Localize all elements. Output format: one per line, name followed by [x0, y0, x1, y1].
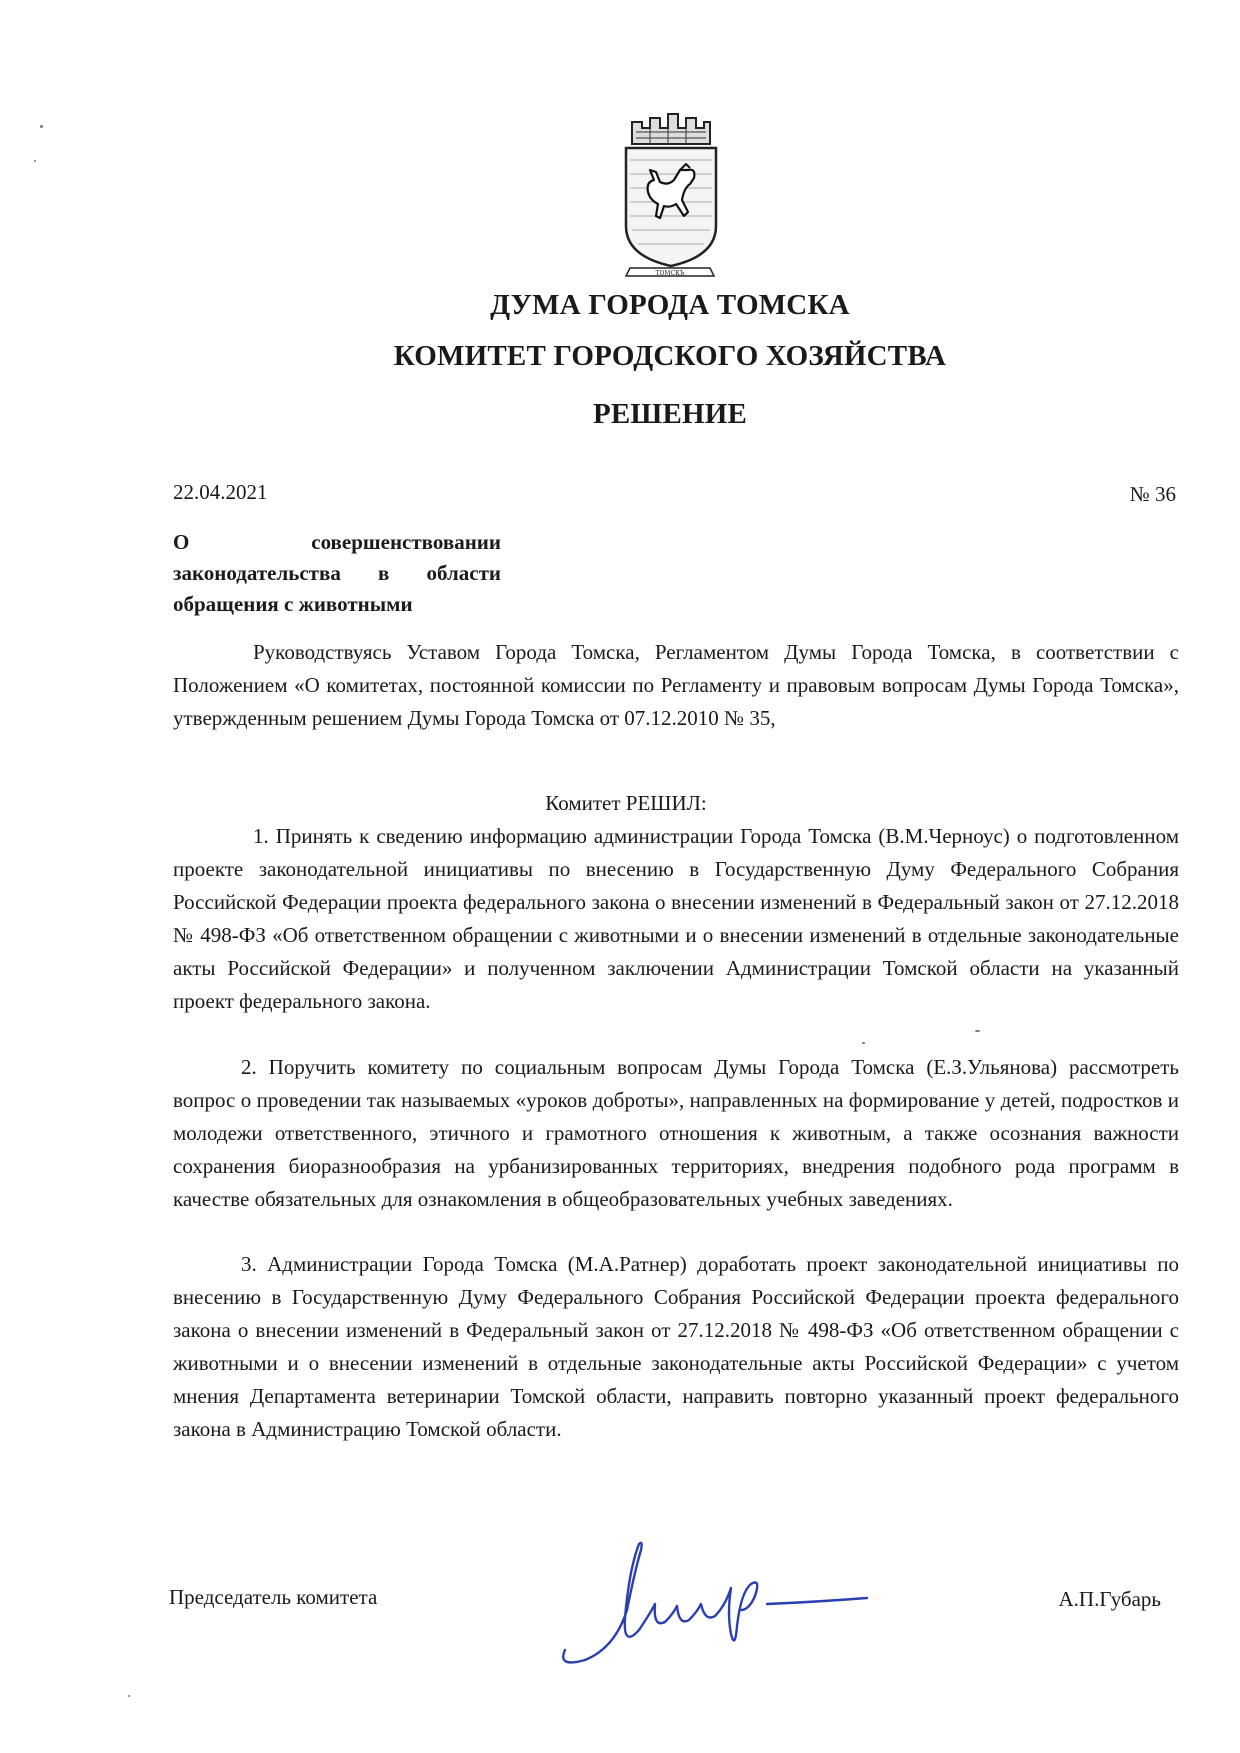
scan-speck: [975, 1030, 980, 1032]
item-3: 3. Администрации Города Томска (М.А.Ратнер) доработать проект законодательной инициативы по внесению в Государственную Думу Федерального Собрания Российской Федерации проекта федерального закона о внесении изменений в Федеральный закон от 27.12.2018 № 498-ФЗ «Об ответственном обращении с животными и о внесении изменений в отдельные законодательные акты Российской Федерации» с учетом мнения Департамента ветеринарии Томской области, направить повторно указанный проект федерального закона в Администрацию Томской области.: [173, 1252, 1179, 1441]
handwritten-signature: [555, 1530, 885, 1670]
scan-speck: [40, 125, 43, 128]
resolved-heading: Комитет РЕШИЛ:: [545, 791, 707, 815]
scan-speck: [128, 1695, 130, 1697]
tomsk-coat-of-arms-icon: [610, 108, 728, 280]
subject-line1a: О: [173, 530, 190, 554]
document-subject: [173, 527, 501, 620]
document-date: 22.04.2021: [173, 480, 268, 504]
item-1: 1. Принять к сведению информацию администрации Города Томска (В.М.Черноус) о подготовленном проекте законодательной инициативы по внесению в Государственную Думу Федерального Собрания Российской Федерации проекта федерального закона о внесении изменений в Федеральный закон от 27.12.2018 № 498-ФЗ «Об ответственном обращении с животными и о внесении изменений в отдельные законодательные акты Российской Федерации» и полученном заключении Администрации Томской области на указанный проект федерального закона.: [173, 824, 1179, 1013]
signatory-title: Председатель комитета: [169, 1585, 378, 1609]
preamble-paragraph: Руководствуясь Уставом Города Томска, Регламентом Думы Города Томска, в соответствии с Положением «О комитетах, постоянной комиссии по Регламенту и правовым вопросам Думы Города Томска», утвержденным решением Думы Города Томска от 07.12.2010 № 35,: [173, 640, 1179, 730]
svg-text:ТОМСКЪ: ТОМСКЪ: [655, 270, 685, 277]
scan-speck: [862, 1042, 865, 1044]
item-2: 2. Поручить комитету по социальным вопросам Думы Города Томска (Е.З.Ульянова) рассмотреть вопрос о проведении так называемых «уроков доброты», направленных на формирование у детей, подростков и молодежи ответственного, этичного и грамотного отношения к животным, а также осознания важности сохранения биоразнообразия на урбанизированных территориях, внедрения подобного рода программ в качестве обязательных для ознакомления в общеобразовательных учебных заведениях.: [173, 1055, 1179, 1211]
subject-line3: обращения с животными: [173, 592, 413, 616]
scan-speck: [34, 160, 36, 162]
document-type: РЕШЕНИЕ: [592, 398, 748, 430]
document-number: № 36: [1129, 482, 1176, 506]
committee-title: КОМИТЕТ ГОРОДСКОГО ХОЗЯЙСТВА: [393, 340, 947, 372]
subject-line2: законодательства в области: [173, 561, 501, 585]
org-title: ДУМА ГОРОДА ТОМСКА: [490, 289, 850, 321]
subject-line1b: совершенствовании: [311, 530, 501, 554]
signatory-name: А.П.Губарь: [1058, 1587, 1161, 1611]
